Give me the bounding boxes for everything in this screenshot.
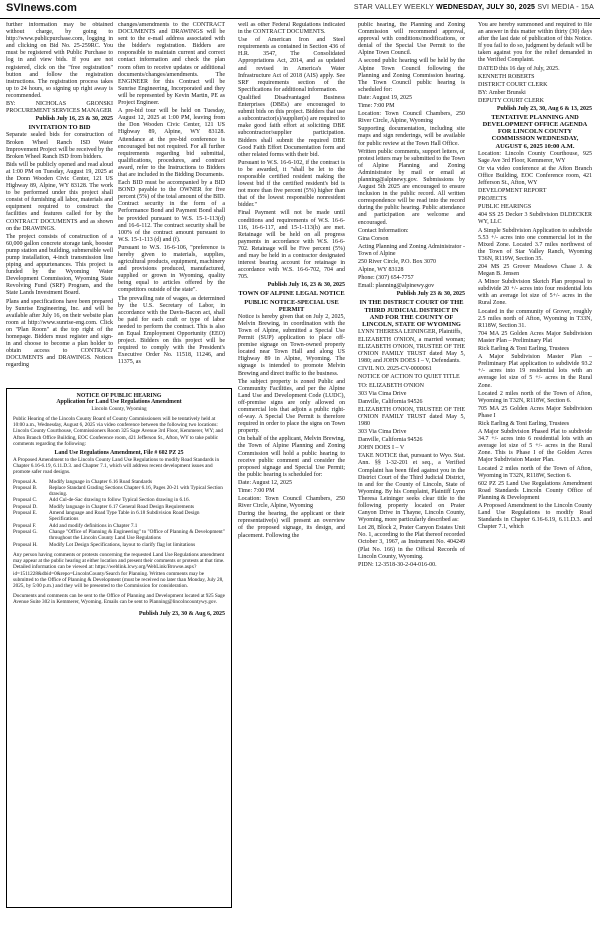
signature: BY: NICHOLAS GRONSKI PROCUREMENT SERVICES MANAGER <box>6 101 113 115</box>
paragraph: A Proposed Amendment to the Lincoln County Land Use Regulations to modify Road Standards in Chapter 6.16-6.19, 6.11.D.3. and Chapter 7.1, which will address recent development issues and promote safer road designs. <box>13 456 220 476</box>
hearing-time: Time: 7:00 PM <box>358 103 395 110</box>
paragraph: Documents and comments can be sent to the Office of Planning and Development located at 925 Sage Avenue Suite 302 in Kemmerer, Wyoming. Emails can be sent to Planning@lincolncountywy.gov. <box>13 592 225 605</box>
paragraph: Qualified Disadvantaged Business Enterprises (DBEs) are encouraged to submit bids on this project. Bidders that use a subcontractor(s)/supplier(s) are required to make good faith effort at soliciting DBE subcontractor/supplier participation. Bidders shall submit the required DBE Good Faith Effort Documentation form and other related forms with their bid. <box>238 94 345 158</box>
paragraph: Separate sealed bids for construction of Broken Wheel Ranch ISD Water Improvement Project will be received by the Broken Wheel Ranch ISD from bidders. <box>6 132 113 160</box>
contact-heading: Contact Information: <box>358 227 409 234</box>
paragraph: TO: ELIZABETH O'NION <box>358 382 424 389</box>
paragraph: Lot 28, Block 2, Prater Canyon Estates Unit No. 1, according to the Plat thereof recorded October 3, 1967, as Instrument No. 404249 (Plat No. 166) in the Official Records of Lincoln County, Wyoming. <box>358 525 465 560</box>
paragraph: public hearing, the Planning and Zoning Commission will recommend approval, approval with conditions/modifications, or denial of the Special Use Permit to the Alpine Town Council. <box>358 22 465 57</box>
column-2 <box>118 22 225 382</box>
paragraph: 704 MA 25 Golden Acres Major Subdivision Master Plan – Preliminary Plat <box>478 330 592 344</box>
paragraph: ELIZABETH O'NION, a married woman; ELIZABETH O'NION, TRUSTEE OF THE O'NION FAMILY TRUST dated May 5, 1980; and JOHN DOES I – V, Defendants. <box>358 336 465 365</box>
notice-heading: TENTATIVE PLANNING AND DEVELOPMENT OFFICE AGENDA FOR LINCOLN COUNTY COMMISSION WEDNESDAY, AUGUST 6, 2025 10:00 A.M. <box>482 114 588 150</box>
paragraph: A second public hearing will be held by the Alpine Town Council following the Planning and Zoning Commission hearing. The Town Council public hearing is scheduled for: <box>358 58 465 93</box>
paragraph: Location: Lincoln County Courthouse, 925 Sage Ave 3rd Floor, Kemmerer, WY <box>478 150 592 164</box>
paragraph: A Simple Subdivision Application to subdivide 5.53 +/- acres into one commercial lot in the Mixed Zone. Located 3.7 miles northwest of the Town of Star Valley Ranch, Wyoming T36N, R119W, Section 35. <box>478 227 592 262</box>
paragraph: Each BID must be accompanied by a BID BOND payable to the OWNER for five percent (5%) of the total amount of the BID. Contract security in the form of a Performance Bond and Payment Bond shall be provided pursuant to W.S. 15-1-113(d) and 16-6-112. The contract security shall be 100% of the contract amount pursuant to W.S. 15-1-113 (d) and (f). <box>118 180 225 243</box>
notice-heading: TOWN OF ALPINE LEGAL NOTICE <box>238 290 345 298</box>
hearing-time: Time: 7:00 PM <box>238 488 275 494</box>
box-subheading: Application for Land Use Regulations Amendment <box>56 399 182 406</box>
paragraph: 204 MS 25 Grover Meadows Chase J. & Megan B. Jensen <box>478 264 592 278</box>
paragraph: Use of American Iron and Steel requirements as contained in Section 436 of H.R. 3547, The Consolidated Appropriations Act, 2014, and as updated and revised in America's Water Infrastructure Act of 2018 (AIS) apply. See SRF requirements section of the Specifications for additional information. <box>238 37 345 93</box>
list-item: Proposal G. Change "Office of Planning & Engineering" to "Office of Planning & Development" throughout the Lincoln County Land Use Regulations <box>13 528 225 542</box>
paragraph: Supporting documentation, including site maps and sign renderings, will be available for public review at the Town Hall Office. <box>358 126 465 147</box>
contact-line: Alpine, WY 83128 <box>358 267 404 274</box>
paragraph: LYNN THERESA LEININGER, Plaintiffs, <box>358 328 463 335</box>
paper-name: STAR VALLEY WEEKLY <box>353 4 434 11</box>
paragraph: Rick Earling & Toni Earling, Trustees <box>478 420 570 427</box>
paragraph: DISTRICT COURT CLERK <box>478 81 548 88</box>
notice-heading: IN THE DISTRICT COURT OF THE THIRD JUDICIAL DISTRICT IN AND FOR THE COUNTY OF LINCOLN, STATE OF WYOMING <box>359 299 464 328</box>
paragraph: 602 PZ 25 Land Use Regulations Amendment Road Standards Lincoln County Office of Planning & Development <box>478 480 592 501</box>
paragraph: Final Payment will not be made until conditions and requirements of W.S. 16-6-116, 16-6-117, and 15-1-113(h) are met. Retainage will be held on all progress payments in accordance with W.S. 16-6-702. Retainage will be Five percent (5%) and may be held in a contractor designated interest bearing account for retainage in accordance with W.S. 16-6-702, 704 and 705. <box>238 210 345 281</box>
paragraph: NOTICE OF ACTION TO QUIET TITLE <box>358 374 460 381</box>
paragraph: Bids will be publicly opened and read aloud at 1:00 PM on Tuesday, August 19, 2025 at the Donn Wooden Civic Center, 121 US Highway 89, Alpine, WY 83128. The work to be performed under this project shall consist of furnishing all labor, materials and equipment required to construct the facilities and features called for by the CONTRACT DOCUMENTS and as shown on the DRAWINGS. <box>6 161 113 232</box>
bid-info-text: further information may be obtained without charge, by going to http://www.publicpurchase.com, logging in and clicking on Bid No. 25-259RC. You must be registered with Public Purchase to log in and view bids. If you are not registered, click on the "free registration" button and follow the registration instructions. The registration process takes up to 24 hours, so signing up right away is recommended. <box>6 22 113 99</box>
paragraph: A Proposed Amendment to the Lincoln County Land Use Regulations to modify Road Standards in Chapter 6.16-6.19, 6.11.D.3. and Chapter 7.1, which <box>478 503 592 531</box>
hearing-date: Date: August 19, 2025 <box>358 94 412 101</box>
paragraph: well as other Federal Regulations indicated in the CONTRACT DOCUMENTS. <box>238 22 345 36</box>
column-4 <box>358 22 465 927</box>
paragraph: JOHN DOES I – V <box>358 445 405 452</box>
contact-line: Email: planning@alpinewy.gov <box>358 283 435 290</box>
paragraph: TAKE NOTICE that, pursuant to Wyo. Stat. Ann. §§ 1-32-201 et seq., a Verified Complaint has been filed against you in the District Court of the Third Judicial District, in and for the County of Lincoln, State of Wyoming. By his Complaint, Plaintiff Lynn Theresa Leininger seeks clear title to the following property located on Prater Canyon Drive in Thayne, Lincoln County, Wyoming, more particularly described as: <box>358 453 465 524</box>
paragraph: Or via video conference at the Afton Branch Office Building, EOC Conference room, 421 Jefferson St., Afton, WY <box>478 165 592 186</box>
paragraph: A pre-bid tour will be held on Tuesday, August 12, 2025 at 1:00 PM, leaving from the Don Wooden Civic Center, 121 US Highway 89, Alpine, WY 83128. Attendance at the pre-bid conference is encouraged but not required. For all further requirements regarding bid submittal, qualifications, procedures, and contract award, refer to the Instructions to Bidders that are included in the Bidding Documents. <box>118 108 225 178</box>
list-item: Proposal B. Replace Standard Grading Sections Chapter 6.16, Pages 20-21 with Typical Section drawing. <box>13 484 223 498</box>
box-location: Lincoln County, Wyoming <box>91 405 147 412</box>
list-item: Proposal H. Modify Lot Design Specifications, layout to clarify flag lot limitations <box>13 541 196 548</box>
box-heading: NOTICE OF PUBLIC HEARING <box>76 393 162 399</box>
paragraph: BY: Amber Brunski <box>478 89 526 96</box>
contact-line: Gina Corson <box>358 235 389 242</box>
contact-line: Phone: (307) 654-7757 <box>358 275 414 282</box>
paragraph: Pursuant to W.S. 16-6-106, "preference is hereby given to materials, supplies, agricultural products, equipment, machinery and provisions produced, manufactured, supplied or grown in Wyoming, quality being equal to articles offered by the competitors outside of the state". <box>118 244 225 294</box>
list-item: Proposal C. Add Cul-de-Sac drawing to follow Typical Section drawing in 6.16. <box>13 497 190 504</box>
paragraph: Written public comments, support letters, or protest letters may be submitted to the Town of Alpine Planning and Zoning Administrator by mail or email at planning@alpinewy.gov. Submissions by August 5th 2025 are encouraged to ensure inclusion in the public record. All written correspondence will be read into the record during the public hearing. Public attendance and participation are welcome and encouraged. <box>358 148 465 226</box>
publish-dates: Publish July 23 & 30, 2025 <box>396 291 465 298</box>
site-name[interactable]: SVInews.com <box>6 2 77 14</box>
hearing-location: Location: Town Council Chambers, 250 River Circle, Alpine, Wyoming <box>238 496 345 510</box>
column-5 <box>478 22 592 927</box>
paragraph: The prevailing rate of wages, as determined by the U.S. Secretary of Labor, in accordance with the Davis-Bacon act, shall be paid for each craft or type of labor needed to perform the contract. This is also an Equal Employment Opportunity (EEO) project. Bidders on this project will be required to comply with the President's Executive Order No. 11518, 11246, and 11375, as <box>118 295 225 366</box>
list-item: Proposal D. Modify language in Chapter 6.17 General Road Design Requirements <box>13 503 195 510</box>
paragraph: On behalf of the applicant, Melvin Brewing, the Town of Alpine Planning and Zoning Commission will hold a public hearing to receive public comment and consider the proposed signage and Special Use Permit; the public hearing is scheduled for: <box>238 436 345 478</box>
proposal-list <box>13 479 225 548</box>
paragraph: Pursuant to W.S. 16-6-102, if the contract is to be awarded, it "shall be let to the responsible certified resident making the lowest bid if the certified resident's bid is not more than five percent (5%) higher than that of the lowest responsible nonresident bidder." <box>238 159 345 209</box>
publish-dates: Publish July 16, 23 & 30, 2025 <box>267 282 345 289</box>
paragraph: A Minor Subdivision Sketch Plan proposal to subdivide 20 +/- acres into four residential lots with an average lot size of 5+/- acres in the Rural Zone. <box>478 279 592 307</box>
masthead <box>0 0 600 19</box>
paragraph: DEVELOPMENT REPORT <box>478 188 547 195</box>
public-hearing-notice-box <box>6 388 232 908</box>
paragraph: The subject property is zoned Public and Community Facilities, and per the Alpine Land Use and Development Code (LUDC), off-premise signs are only allowed on commercial lots that adjoin a public right-of-way. A Special Use Permit is therefore required in order to place the signs on Town property. <box>238 378 345 435</box>
contact-line: 250 River Circle, P.O. Box 3070 <box>358 259 436 265</box>
list-item: Proposal F. Add and modify definitions in Chapter 7.1 <box>13 522 138 529</box>
paragraph: PUBLIC HEARINGS <box>478 204 532 211</box>
paragraph: PROJECTS <box>478 196 507 203</box>
paragraph: The project consists of construction of a 60,000 gallon concrete storage tank, booster pump station and building, submersible well pump installation, 4-inch transmission line piping and appurtenances. This project is funded by the Wyoming Water Development Commission, Wyoming State Revolving Fund (SRF) Program, and the State Lands Investment Board. <box>6 233 113 297</box>
paragraph: PIDN: 12-3518-30-2-04-016-00. <box>358 561 437 568</box>
paragraph: DEPUTY COURT CLERK <box>478 97 544 104</box>
paragraph: 303 Via Cima Drive <box>358 390 407 397</box>
paragraph: Danville, California 94526 <box>358 437 423 444</box>
paragraph: During the hearing, the applicant or their representative(s) will present an overview of the proposed signage, its design, and placement. Following the <box>238 511 345 539</box>
paragraph: Rick Earling & Toni Earling, Trustees <box>478 346 570 353</box>
column-1 <box>6 22 113 382</box>
paragraph: DATED this 16 day of July, 2025. <box>478 65 560 72</box>
paragraph: 303 Via Cima Drive <box>358 429 407 436</box>
notice-subheading: PUBLIC NOTICE-SPECIAL USE PERMIT <box>244 298 339 313</box>
paragraph: You are hereby summoned and required to file an answer in this matter within thirty (30) days after the last date of publication of this Notice. If you fail to do so, judgment by default will be taken against you for the relief demanded in the Verified Complaint. <box>478 22 592 64</box>
hearing-date: Date: August 12, 2025 <box>238 479 292 486</box>
paragraph: Notice is hereby given that on July 2, 2025, Melvin Brewing, in coordination with the Town of Alpine, submitted a Special Use Permit (SUP) application to place off-premise signage on Town-owned property located near Town Hall and along US Highway 89 in Alpine, Wyoming. The signage is intended to promote Melvin Brewing and direct traffic to the business. <box>238 313 345 377</box>
paragraph: Located 2 miles north of the Town of Afton, Wyoming in T32N, R118W, Section 6. <box>478 465 592 479</box>
column-3 <box>238 22 345 927</box>
paragraph: changes/amendments to the CONTRACT DOCUMENTS and DRAWINGS will be sent to the e-mail address associated with the bidder's registration. Bidders are responsible to maintain current and correct contact information and check the plan room often to receive updates or additional documents/changes/amendments. The ENGINEER for this Contract will be Sunrise Engineering, Incorporated and they will be represented by Kevin Martin, PE as Project Engineer. <box>118 22 225 107</box>
paragraph: ELIZABETH O'NION, TRUSTEE OF THE O'NION FAMILY TRUST dated May 5, 1980 <box>358 406 465 427</box>
paragraph: 404 SS 25 Decker 3 Subdivision DLDECKER WY, LLC <box>478 212 592 226</box>
paragraph: KENNETH ROBERTS <box>478 73 535 80</box>
paragraph: Any person having comments or protests concerning the requested Land Use Regulations amendment may appear at the public hearing at either location and present their comments or protests at that time. Detailed information can be viewed at: https://weblink.lcwy.org/WebLink/Browse.aspx?id=1511228&dbid=0&repo=LincolnCounty/Search for Planning. Written comments may be submitted to the Office of Planning & Development (must be received no later than Monday, July 28, 2025, by 5:00 p.m.) and they will be presented to the Commission for consideration. <box>13 551 225 590</box>
publish-dates: Publish July 16, 23 & 30, 2025 <box>35 116 113 123</box>
issue-date: WEDNESDAY, JULY 30, 2025 <box>436 4 536 11</box>
paragraph: CIVIL NO. 2025-CV-0000061 <box>358 366 432 373</box>
paragraph: 705 MA 25 Golden Acres Major Subdivision Phase I <box>478 405 592 419</box>
amendment-heading: Land Use Regulations Amendment, File # 602 PZ 25 <box>54 450 184 457</box>
publish-dates: Publish July 23, 30, Aug 6 & 13, 2025 <box>496 106 592 113</box>
contact-line: Acting Planning and Zoning Administrator - Town of Alpine <box>358 243 465 257</box>
hearing-location: Location: Town Council Chambers, 250 River Circle, Alpine, Wyoming <box>358 111 465 125</box>
page-number: SVI MEDIA - 15A <box>537 4 594 11</box>
notice-heading: INVITATION TO BID <box>28 124 91 132</box>
list-item: Proposal E. Amend language and Road Type Table in 6.18 Subdivision Road Design Specifications <box>13 510 200 523</box>
publish-dates: Publish July 23, 30 & Aug 6, 2025 <box>138 611 225 618</box>
paragraph: Located 2 miles north of the Town of Afton, Wyoming in T32N, R118W, Section 6. <box>478 390 592 404</box>
paragraph: Public Hearing of the Lincoln County Board of County Commissioners will be tentatively held at 10:00 a.m., Wednesday, August 6, 2025 via video conference between the following two locations: Lincoln County Courthouse, Commissioners Room 325 Sage Avenue 3rd Floor, Kemmerer, WY; and Afton Branch Office Building, EOC Conference room, 421 Jefferson St., Afton, WY to take public comments regarding the following: <box>13 415 223 448</box>
paragraph: A Major Subdivision Master Plan – Preliminary Plat application to subdivide 93.2 +/- acres into 19 residential lots with an average lot size of 5 +/- acres in the Rural Zone. <box>478 354 592 389</box>
paragraph: Located in the community of Grover, roughly 2.5 miles north of Afton, Wyoming in T33N, R118W, Section 31. <box>478 308 592 329</box>
list-item: Proposal A. Modify language in Chapter 6.16 Road Standards <box>13 478 153 485</box>
paragraph: Plans and specifications have been prepared by Sunrise Engineering, Inc. and will be available after July 16, on their website plan room at http://www.sunrise-eng.com. Click on "Plan Room" at the top right of the homepage. Bidders must register and sign-in and choose to become a plan holder to obtain access to CONTRACT DOCUMENTS and DRAWINGS. Notices regarding <box>6 298 113 369</box>
masthead-info <box>354 4 594 11</box>
paragraph: A Major Subdivision Phased Plat to subdivide 34.7 +/- acres into 6 residential lots with an average lot size of 5 +/- acres in the Rural Zone. This is Phase I of the Golden Acres Major Subdivision Master Plan. <box>478 429 592 464</box>
paragraph: Danville, California 94526 <box>358 398 423 405</box>
